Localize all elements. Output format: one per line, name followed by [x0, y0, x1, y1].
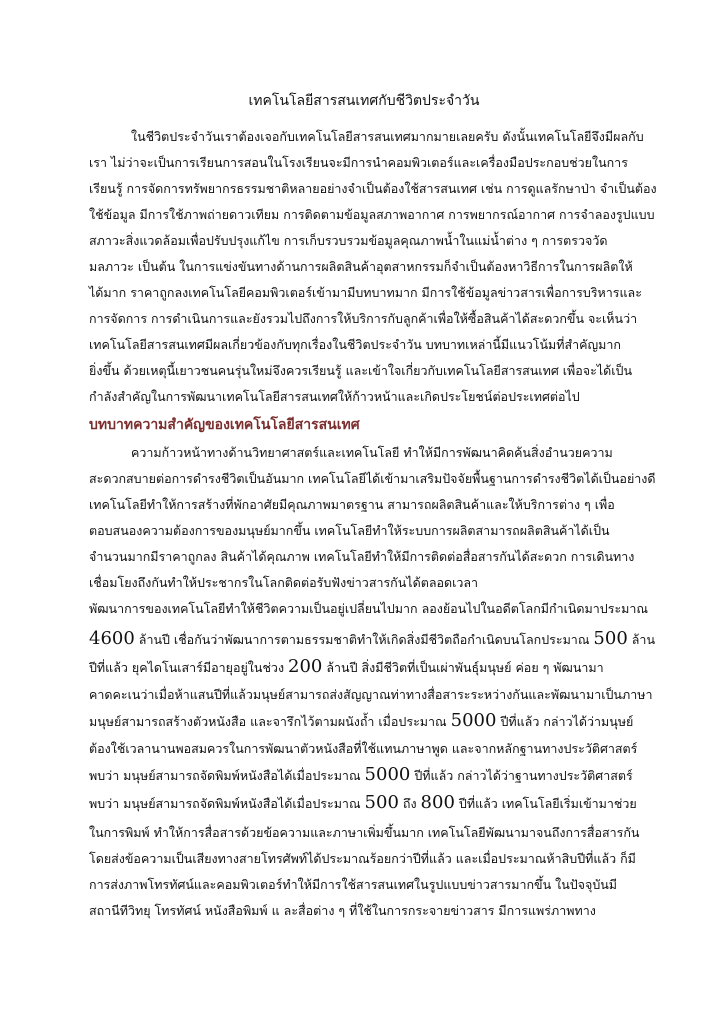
number-200: 200 [288, 656, 323, 677]
line-text: ปีที่แล้ว เทคโนโลยีเริ่มเข้ามาช่วย [458, 796, 637, 811]
line-text: ล้านปี สิ่งมีชีวิตที่เป็นเผ่าพันธุ์มนุษย์ ค่อย ๆ พัฒนามา [326, 660, 604, 675]
line-text: ถึง [402, 796, 417, 811]
line-text: ล้าน [631, 632, 655, 647]
paragraph-line: โดยส่งข้อความเป็นเสียงทางสายโทรศัพท์ได้ประมาณร้อยกว่าปีที่แล้ว และเมื่อประมาณห้าสิบปีที่แล้ว ก็มี [89, 851, 636, 866]
section-heading: บทบาทความสำคัญของเทคโนโลยีสารสนเทศ [89, 417, 360, 433]
paragraph-line [89, 628, 655, 649]
paragraph-line: กำลังสำคัญในการพัฒนาเทคโนโลยีสารสนเทศให้ก้าวหน้าและเกิดประโยชน์ต่อประเทศต่อไป [89, 389, 580, 404]
paragraph-line: ได้มาก ราคาถูกลงเทคโนโลยีคอมพิวเตอร์เข้ามามีบทบาทมาก มีการใช้ข้อมูลข่าวสารเพื่อการบริหารและ [89, 285, 642, 300]
paragraph-line: เรา ไม่ว่าจะเป็นการเรียนการสอนในโรงเรียนจะมีการนำคอมพิวเตอร์และเครื่องมือประกอบช่วยในการ [89, 155, 628, 170]
line-text: ล้านปี เชื่อกันว่าพัฒนาการตามธรรมชาติทำให้เกิดสิ่งมีชีวิตถือกำเนิดบนโลกประมาณ [138, 632, 590, 647]
line-text: มนุษย์สามารถสร้างตัวหนังสือ และจารึกไว้ตามผนังถ้ำ เมื่อประมาณ [89, 714, 447, 729]
paragraph-line: การจัดการ การดำเนินการและยังรวมไปถึงการให้บริการกับลูกค้าเพื่อให้ซื้อสินค้าได้สะดวกขึ้น จะเห็นว่า [89, 311, 638, 326]
paragraph-line: การส่งภาพโทรทัศน์และคอมพิวเตอร์ทำให้มีการใช้สารสนเทศในรูปแบบข่าวสารมากขึ้น ในปัจจุบันมี [89, 877, 618, 892]
paragraph-line [89, 794, 649, 813]
paragraph-line: ความก้าวหน้าทางด้านวิทยาศาสตร์และเทคโนโลยี ทำให้มีการพัฒนาคิดค้นสิ่งอำนวยความ [131, 445, 613, 460]
paragraph-line: มลภาวะ เป็นต้น ในการแข่งขันทางด้านการผลิตสินค้าอุตสาหกรรมก็จำเป็นต้องหาวิธีการในการผลิตให้ [89, 259, 633, 274]
paragraph-line: สะดวกสบายต่อการดำรงชีวิตเป็นอันมาก เทคโนโลยีได้เข้ามาเสริมปัจจัยพื้นฐานการดำรงชีวิตได้เป็นอย่างดี [89, 471, 656, 486]
document-title: เทคโนโลยีสารสนเทศกับชีวิตประจำวัน [248, 93, 480, 109]
number-800: 800 [420, 792, 455, 813]
paragraph-line: เชื่อมโยงถึงกันทำให้ประชากรในโลกติดต่อรับฟังข่าวสารกันได้ตลอดเวลา [89, 575, 479, 590]
paragraph-line: สถานีทีวิทยุ โทรทัศน์ หนังสือพิมพ์ แ ละสื่อต่าง ๆ ที่ใช้ในการกระจายข่าวสาร มีการแพร่ภาพทาง [89, 903, 596, 918]
paragraph-line: ต้องใช้เวลานานพอสมควรในการพัฒนาตัวหนังสือที่ใช้แทนภาษาพูด และจากหลักฐานทางประวัติศาสตร์ [89, 741, 638, 756]
number-5000-b: 5000 [364, 764, 411, 785]
paragraph-line: ตอบสนองความต้องการของมนุษย์มากขึ้น เทคโนโลยีทำให้ระบบการผลิตสามารถผลิตสินค้าได้เป็น [89, 523, 610, 538]
paragraph-line: จำนวนมากมีราคาถูกลง สินค้าได้คุณภาพ เทคโนโลยีทำให้มีการติดต่อสื่อสารกันได้สะดวก การเดินทาง [89, 549, 635, 564]
line-text: ปีที่แล้ว ยุคไดโนเสาร์มีอายุอยู่ในช่วง [89, 660, 285, 675]
paragraph-line: ในชีวิตประจำวันเราต้องเจอกับเทคโนโลยีสารสนเทศมากมายเลยครับ ดังนั้นเทคโนโลยีจึงมีผลกับ [131, 129, 644, 144]
line-text: พบว่า มนุษย์สามารถจัดพิมพ์หนังสือได้เมื่อประมาณ [89, 796, 361, 811]
paragraph-line: เทคโนโลยีสารสนเทศมีผลเกี่ยวข้องกับทุกเรื่องในชีวิตประจำวัน บทบาทเหล่านี้มีแนวโน้มที่สำคัญมาก [89, 337, 621, 352]
paragraph-line: เรียนรู้ การจัดการทรัพยากรธรรมชาติหลายอย่างจำเป็นต้องใช้สารสนเทศ เช่น การดูแลรักษาป่า จำเป็นต้อง [89, 181, 657, 196]
number-500-b: 500 [364, 792, 399, 813]
number-5000: 5000 [450, 710, 497, 731]
paragraph-line [89, 766, 649, 785]
paragraph-line: คาดคะเนว่าเมื่อห้าแสนปีที่แล้วมนุษย์สามารถส่งสัญญาณท่าทางสื่อสาระระหว่างกันและพัฒนามาเป็นภาษา [89, 687, 653, 702]
line-text: พบว่า มนุษย์สามารถจัดพิมพ์หนังสือได้เมื่อประมาณ [89, 768, 361, 783]
number-4600: 4600 [89, 628, 135, 649]
paragraph-line: เทคโนโลยีทำให้การสร้างที่พักอาศัยมีคุณภาพมาตรฐาน สามารถผลิตสินค้าและให้บริการต่าง ๆ เพื่อ [89, 497, 615, 512]
paragraph-line: ใช้ข้อมูล มีการใช้ภาพถ่ายดาวเทียม การติดตามข้อมูลสภาพอากาศ การพยากรณ์อากาศ การจำลองรูปแบบ [89, 207, 655, 222]
line-text: ปีที่แล้ว กล่าวได้ว่ามนุษย์ [500, 714, 634, 729]
paragraph-line [89, 658, 649, 677]
paragraph-line: สภาวะสิ่งแวดล้อมเพื่อปรับปรุงแก้ไข การเก็บรวบรวมข้อมูลคุณภาพน้ำในแม่น้ำต่าง ๆ การตรวจวัด [89, 233, 608, 248]
paragraph-line: ในการพิมพ์ ทำให้การสื่อสารด้วยข้อความและภาษาเพิ่มขึ้นมาก เทคโนโลยีพัฒนามาจนถึงการสื่อสารกัน [89, 825, 640, 840]
paragraph-line [89, 712, 649, 731]
line-text: ปีที่แล้ว กล่าวได้ว่าฐานทางประวัติศาสตร์ [414, 768, 633, 783]
paragraph-line: พัฒนาการของเทคโนโลยีทำให้ชีวิตความเป็นอยู่เปลี่ยนไปมาก ลองย้อนไปในอดีตโลกมีกำเนิดมาประมาณ [89, 601, 649, 616]
number-500: 500 [593, 628, 628, 649]
paragraph-line: ยิ่งขึ้น ด้วยเหตุนี้เยาวชนคนรุ่นใหม่จึงควรเรียนรู้ และเข้าใจเกี่ยวกับเทคโนโลยีสารสนเทศ เพื่อจะได้เป็น [89, 363, 632, 378]
